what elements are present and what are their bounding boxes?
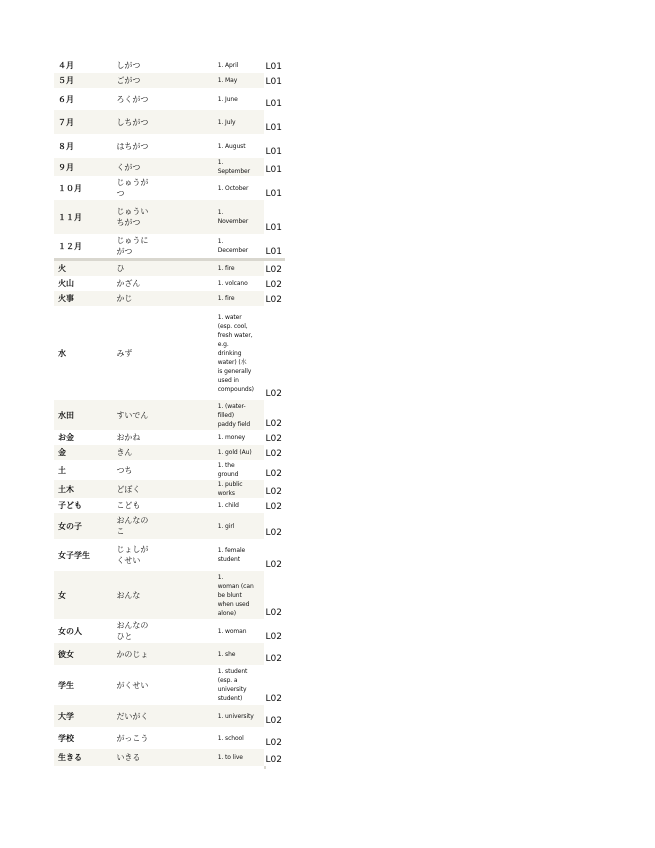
- level-cell: L02: [264, 430, 285, 445]
- meaning-cell: 1. she: [217, 650, 236, 658]
- meaning-cell: 1. November: [217, 209, 249, 225]
- meaning-cell: 1. August: [217, 142, 246, 150]
- meaning-cell: 1. September: [217, 159, 250, 175]
- reading-cell: ひ: [116, 264, 125, 273]
- table-row: [54, 430, 285, 445]
- reading-cell: がくせい: [116, 680, 149, 690]
- reading-cell: おんなの ひと: [116, 621, 149, 641]
- meaning-cell: 1. fire: [217, 295, 235, 302]
- reading-cell: くがつ: [116, 162, 141, 172]
- reading-cell: きん: [116, 448, 133, 457]
- level-cell: L02: [264, 749, 285, 766]
- vocab-table: [54, 58, 285, 766]
- kanji-cell: １１月: [58, 212, 82, 222]
- reading-cell: がっこう: [116, 733, 149, 743]
- meaning-cell: 1. public works: [217, 481, 243, 497]
- kanji-cell: 火: [58, 264, 66, 273]
- kanji-cell: 水: [58, 348, 66, 358]
- reading-cell: おかね: [116, 433, 141, 442]
- meaning-cell: 1. girl: [217, 522, 235, 530]
- table-row: [54, 200, 285, 234]
- reading-cell: ろくがつ: [116, 94, 149, 104]
- table-row: [54, 705, 285, 727]
- table-row: [54, 134, 285, 158]
- reading-cell: かざん: [116, 279, 141, 288]
- meaning-cell: 1. child: [217, 502, 239, 509]
- meaning-cell: 1. the ground: [217, 462, 239, 478]
- reading-cell: じょしが くせい: [116, 545, 149, 565]
- table-row: [54, 498, 285, 513]
- table-row: [54, 73, 285, 88]
- meaning-cell: 1. December: [217, 238, 249, 254]
- kanji-cell: 女の人: [58, 626, 82, 636]
- level-cell: L02: [264, 705, 285, 727]
- level-cell: L02: [264, 498, 285, 513]
- meaning-cell: 1. school: [217, 734, 244, 742]
- meaning-cell: 1. gold (Au): [217, 449, 252, 456]
- reading-cell: しちがつ: [116, 117, 149, 127]
- level-cell: L02: [264, 460, 285, 480]
- kanji-cell: 子ども: [58, 501, 82, 510]
- reading-cell: おんな: [116, 590, 141, 600]
- table-row: [54, 291, 285, 306]
- reading-cell: どぼく: [116, 484, 141, 494]
- reading-cell: ごがつ: [116, 76, 141, 85]
- meaning-cell: 1. volcano: [217, 280, 248, 287]
- meaning-cell: 1. July: [217, 118, 236, 126]
- kanji-cell: １２月: [58, 241, 82, 251]
- level-cell: L02: [264, 727, 285, 749]
- level-cell: L02: [264, 513, 285, 539]
- level-cell: L01: [264, 234, 285, 258]
- table-row: [54, 727, 285, 749]
- meaning-cell: 1. October: [217, 184, 249, 192]
- level-cell: L01: [264, 110, 285, 134]
- kanji-cell: 土: [58, 465, 66, 475]
- meaning-cell: 1. female student: [217, 547, 246, 563]
- meaning-cell: 1. May: [217, 77, 238, 84]
- level-cell: L02: [264, 306, 285, 400]
- level-cell: L02: [264, 480, 285, 498]
- kanji-cell: ５月: [58, 76, 74, 85]
- kanji-cell: ６月: [58, 94, 74, 104]
- level-cell: L01: [264, 176, 285, 200]
- kanji-cell: １０月: [58, 183, 82, 193]
- meaning-cell: 1. university: [217, 712, 254, 720]
- reading-cell: かのじょ: [116, 649, 149, 659]
- level-cell: L01: [264, 200, 285, 234]
- table-row: [54, 176, 285, 200]
- level-cell: L02: [264, 261, 285, 276]
- table-row: [54, 158, 285, 176]
- table-row: [54, 258, 285, 276]
- level-cell: L02: [264, 276, 285, 291]
- reading-cell: だいがく: [116, 711, 149, 721]
- table-row: [54, 445, 285, 460]
- level-cell: L02: [264, 291, 285, 306]
- kanji-cell: 女子学生: [58, 550, 90, 560]
- table-row: [54, 234, 285, 258]
- level-cell: L02: [264, 643, 285, 665]
- level-cell: L02: [264, 665, 285, 705]
- level-cell: L02: [264, 539, 285, 571]
- kanji-cell: 彼女: [58, 649, 74, 659]
- level-cell: L02: [264, 400, 285, 430]
- level-cell: L01: [264, 158, 285, 176]
- reading-cell: おんなの こ: [116, 516, 149, 536]
- reading-cell: みず: [116, 348, 133, 358]
- meaning-cell: 1. student (esp. a university student): [217, 668, 248, 702]
- level-cell: L02: [264, 445, 285, 460]
- level-cell: L01: [264, 134, 285, 158]
- kanji-cell: 火事: [58, 294, 74, 303]
- level-cell: L01: [264, 58, 285, 73]
- table-row: [54, 306, 285, 400]
- kanji-cell: 水田: [58, 410, 74, 420]
- level-cell: L02: [264, 619, 285, 643]
- table-row: [54, 539, 285, 571]
- meaning-cell: 1. to live: [217, 754, 243, 761]
- kanji-cell: 土木: [58, 484, 74, 494]
- kanji-cell: 学校: [58, 733, 74, 743]
- reading-cell: つち: [116, 465, 133, 475]
- level-cell: L01: [264, 73, 285, 88]
- table-row: [54, 513, 285, 539]
- reading-cell: はちがつ: [116, 141, 149, 151]
- table-row: [54, 665, 285, 705]
- table-row: [54, 571, 285, 619]
- kanji-cell: 学生: [58, 680, 74, 690]
- meaning-cell: 1. water (esp. cool, fresh water, e.g. drinking water) (水 is generally used in compounds): [217, 313, 254, 393]
- meaning-cell: 1. woman: [217, 627, 247, 635]
- table-row: [54, 480, 285, 498]
- reading-cell: じゅうに がつ: [116, 236, 149, 256]
- meaning-cell: 1. June: [217, 95, 238, 103]
- kanji-cell: 女: [58, 590, 66, 600]
- meaning-cell: 1. April: [217, 62, 239, 69]
- table-row: [54, 643, 285, 665]
- kanji-cell: お金: [58, 433, 74, 442]
- meaning-cell: 1. woman (can be blunt when used alone): [217, 573, 254, 617]
- meaning-cell: 1. fire: [217, 265, 235, 272]
- table-row: [54, 58, 285, 73]
- reading-cell: しがつ: [116, 61, 141, 70]
- reading-cell: こども: [116, 501, 141, 510]
- level-cell: L01: [264, 88, 285, 110]
- kanji-cell: ８月: [58, 141, 74, 151]
- meaning-cell: 1. (water- filled) paddy field: [217, 402, 251, 428]
- kanji-cell: 大学: [58, 711, 74, 721]
- meaning-cell: 1. money: [217, 434, 246, 441]
- kanji-cell: 生きる: [58, 753, 82, 762]
- kanji-cell: 金: [58, 448, 66, 457]
- table-row: [54, 400, 285, 430]
- reading-cell: いきる: [116, 753, 141, 762]
- table-row: [54, 619, 285, 643]
- reading-cell: すいでん: [116, 410, 149, 420]
- reading-cell: かじ: [116, 294, 133, 303]
- kanji-cell: 女の子: [58, 521, 82, 531]
- kanji-cell: ７月: [58, 117, 74, 127]
- reading-cell: じゅうい ちがつ: [116, 207, 149, 227]
- kanji-cell: ９月: [58, 162, 74, 172]
- table-row: [54, 88, 285, 110]
- table-row: [54, 276, 285, 291]
- table-row: [54, 460, 285, 480]
- table-row: [54, 110, 285, 134]
- level-cell: L02: [264, 571, 285, 619]
- table-row: [54, 749, 285, 766]
- reading-cell: じゅうが つ: [116, 178, 149, 198]
- kanji-cell: 火山: [58, 279, 74, 288]
- kanji-cell: ４月: [58, 61, 74, 70]
